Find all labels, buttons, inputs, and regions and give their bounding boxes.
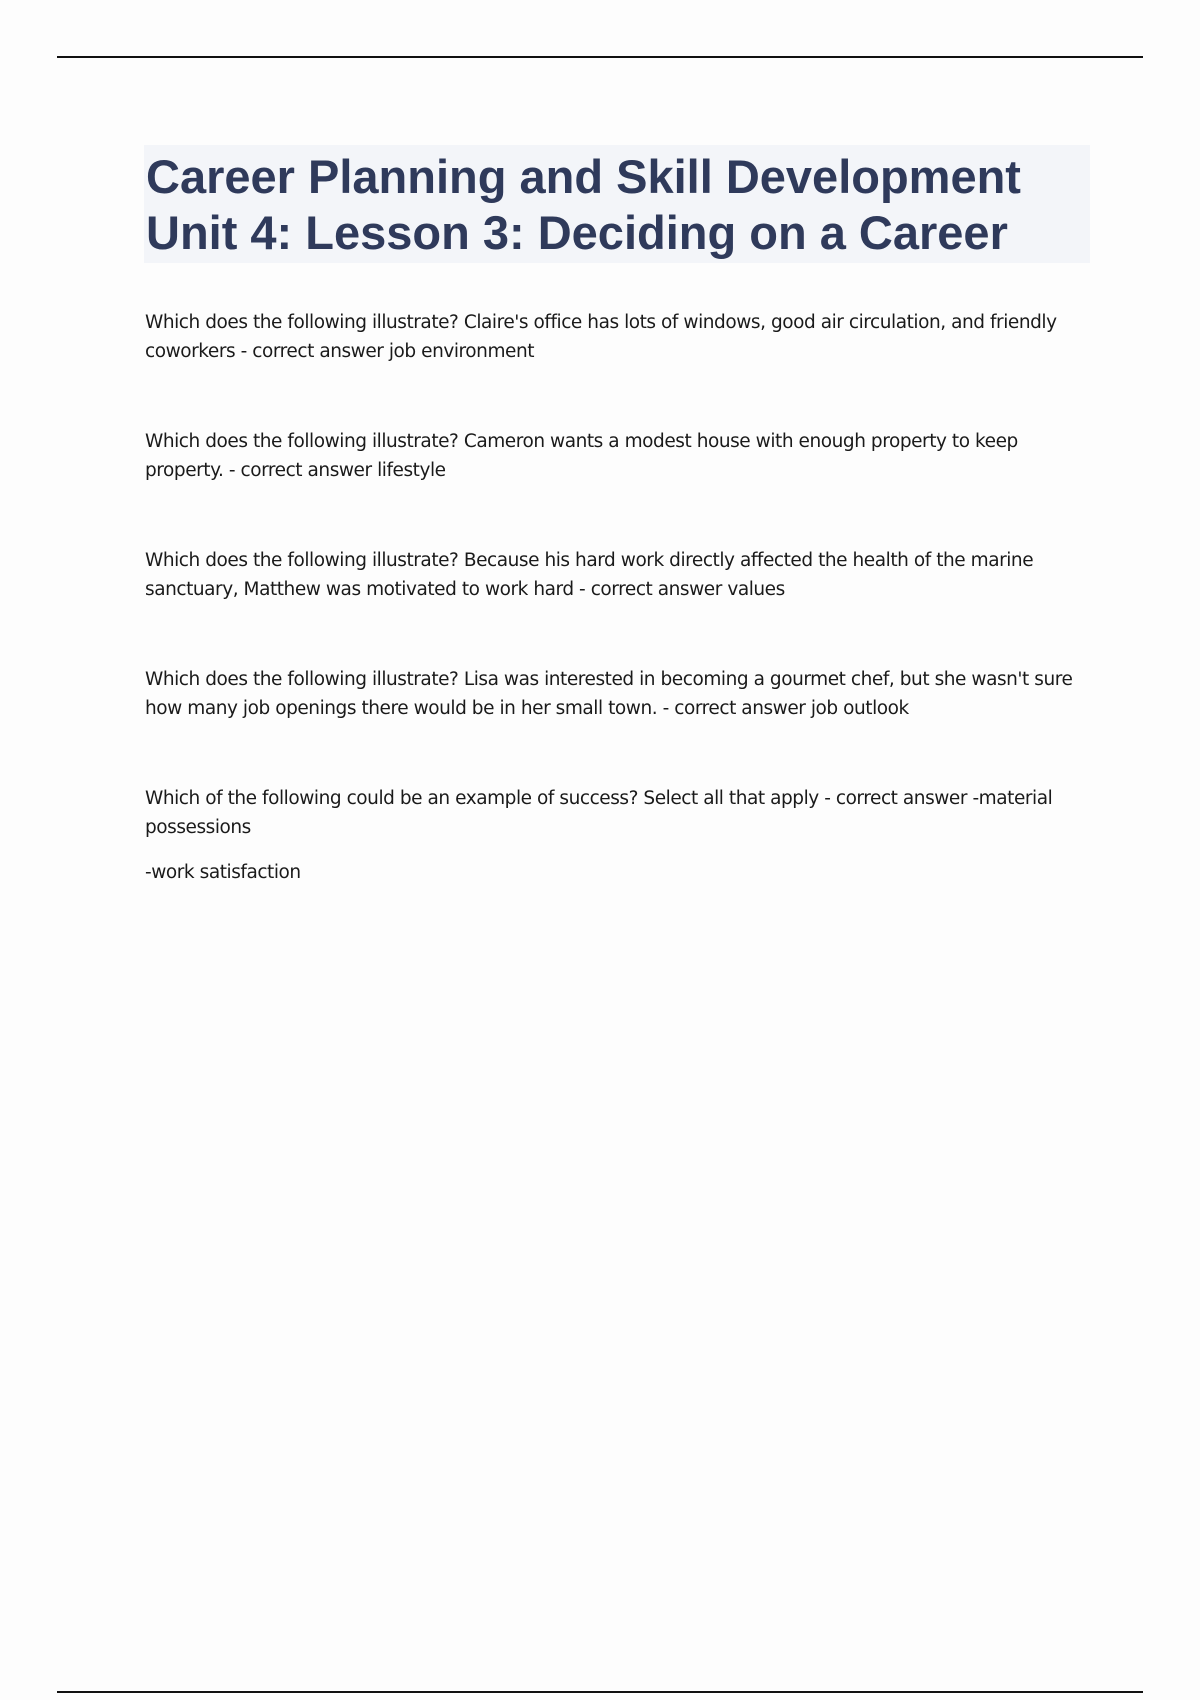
title-line-1: Career Planning and Skill Development (146, 150, 1021, 203)
top-rule (57, 56, 1143, 58)
qa-item-2: Which does the following illustrate? Cameron wants a modest house with enough property to keep property. - correct answer lifestyle (145, 431, 1018, 481)
qa-item-5: Which of the following could be an example of success? Select all that apply - correct answer -material possessions (145, 788, 1053, 838)
qa-item-1: Which does the following illustrate? Claire's office has lots of windows, good air circulation, and friendly coworkers - correct answer job environment (145, 312, 1057, 362)
qa-item-4: Which does the following illustrate? Lisa was interested in becoming a gourmet chef, but she wasn't sure how many job openings there would be in her small town. - correct answer job outlook (145, 669, 1073, 719)
qa-item-5-continuation: -work satisfaction (145, 862, 301, 883)
bottom-rule (57, 1691, 1143, 1693)
document-body (145, 145, 1090, 887)
question-answer-list (145, 308, 1090, 887)
page-title (144, 145, 1090, 263)
title-line-2: Unit 4: Lesson 3: Deciding on a Career (146, 206, 1008, 259)
qa-item-3: Which does the following illustrate? Because his hard work directly affected the health of the marine sanctuary, Matthew was motivated to work hard - correct answer values (145, 550, 1034, 600)
